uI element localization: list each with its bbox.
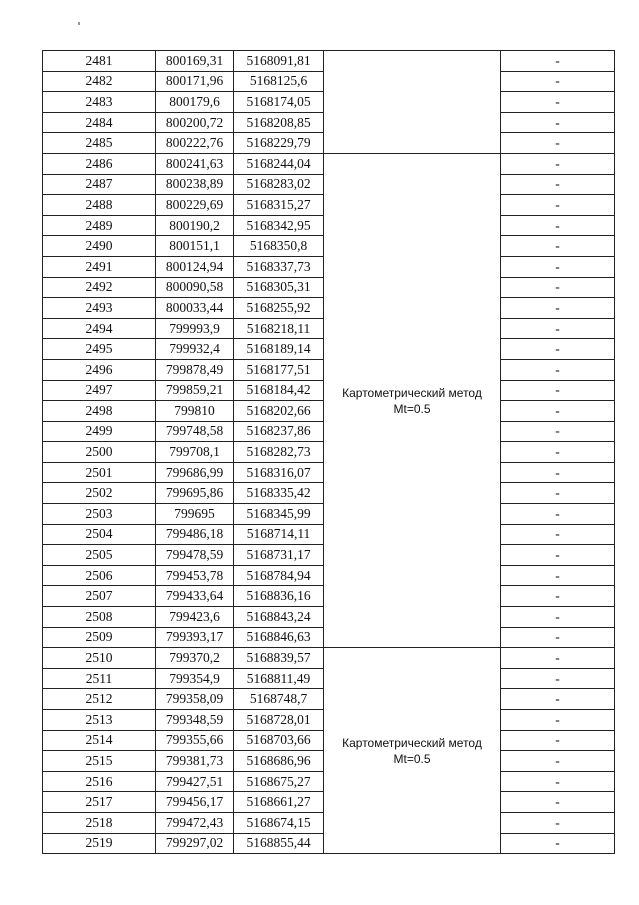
point-number-cell: 2481 — [43, 51, 156, 72]
x-coordinate-cell: 799423,6 — [156, 607, 234, 628]
point-number-cell: 2509 — [43, 627, 156, 648]
point-number-cell: 2513 — [43, 710, 156, 731]
accuracy-label: Mt=0.5 — [393, 751, 431, 766]
table-row — [43, 648, 615, 669]
error-cell: - — [501, 112, 615, 133]
x-coordinate-cell: 800033,44 — [156, 298, 234, 319]
point-number-cell: 2514 — [43, 730, 156, 751]
error-cell: - — [501, 277, 615, 298]
point-number-cell: 2492 — [43, 277, 156, 298]
error-cell: - — [501, 812, 615, 833]
point-number-cell: 2507 — [43, 586, 156, 607]
y-coordinate-cell: 5168237,86 — [234, 421, 324, 442]
error-cell: - — [501, 648, 615, 669]
y-coordinate-cell: 5168728,01 — [234, 710, 324, 731]
x-coordinate-cell: 800090,58 — [156, 277, 234, 298]
x-coordinate-cell: 800179,6 — [156, 92, 234, 113]
error-cell: - — [501, 133, 615, 154]
x-coordinate-cell: 799433,64 — [156, 586, 234, 607]
point-number-cell: 2483 — [43, 92, 156, 113]
point-number-cell: 2494 — [43, 318, 156, 339]
point-number-cell: 2486 — [43, 153, 156, 174]
y-coordinate-cell: 5168731,17 — [234, 545, 324, 566]
error-cell: - — [501, 339, 615, 360]
scan-speck — [78, 22, 80, 25]
accuracy-label: Mt=0.5 — [393, 401, 431, 416]
error-cell: - — [501, 174, 615, 195]
x-coordinate-cell: 799358,09 — [156, 689, 234, 710]
error-cell: - — [501, 71, 615, 92]
error-cell: - — [501, 833, 615, 854]
error-cell: - — [501, 401, 615, 422]
x-coordinate-cell: 799748,58 — [156, 421, 234, 442]
error-cell: - — [501, 586, 615, 607]
y-coordinate-cell: 5168208,85 — [234, 112, 324, 133]
y-coordinate-cell: 5168305,31 — [234, 277, 324, 298]
y-coordinate-cell: 5168811,49 — [234, 668, 324, 689]
x-coordinate-cell: 800151,1 — [156, 236, 234, 257]
coordinates-table — [42, 50, 615, 854]
error-cell: - — [501, 92, 615, 113]
y-coordinate-cell: 5168218,11 — [234, 318, 324, 339]
x-coordinate-cell: 799708,1 — [156, 442, 234, 463]
point-number-cell: 2498 — [43, 401, 156, 422]
y-coordinate-cell: 5168316,07 — [234, 462, 324, 483]
x-coordinate-cell: 799453,78 — [156, 565, 234, 586]
point-number-cell: 2497 — [43, 380, 156, 401]
error-cell: - — [501, 689, 615, 710]
error-cell: - — [501, 298, 615, 319]
point-number-cell: 2482 — [43, 71, 156, 92]
x-coordinate-cell: 799686,99 — [156, 462, 234, 483]
y-coordinate-cell: 5168283,02 — [234, 174, 324, 195]
y-coordinate-cell: 5168282,73 — [234, 442, 324, 463]
point-number-cell: 2493 — [43, 298, 156, 319]
x-coordinate-cell: 799486,18 — [156, 524, 234, 545]
point-number-cell: 2489 — [43, 215, 156, 236]
point-number-cell: 2518 — [43, 812, 156, 833]
error-cell: - — [501, 421, 615, 442]
y-coordinate-cell: 5168125,6 — [234, 71, 324, 92]
table-row — [43, 153, 615, 174]
x-coordinate-cell: 800200,72 — [156, 112, 234, 133]
y-coordinate-cell: 5168184,42 — [234, 380, 324, 401]
error-cell: - — [501, 792, 615, 813]
error-cell: - — [501, 524, 615, 545]
x-coordinate-cell: 800124,94 — [156, 256, 234, 277]
error-cell: - — [501, 256, 615, 277]
point-number-cell: 2503 — [43, 504, 156, 525]
point-number-cell: 2504 — [43, 524, 156, 545]
point-number-cell: 2496 — [43, 359, 156, 380]
x-coordinate-cell: 800190,2 — [156, 215, 234, 236]
point-number-cell: 2501 — [43, 462, 156, 483]
x-coordinate-cell: 800169,31 — [156, 51, 234, 72]
point-number-cell: 2485 — [43, 133, 156, 154]
error-cell: - — [501, 442, 615, 463]
y-coordinate-cell: 5168661,27 — [234, 792, 324, 813]
point-number-cell: 2484 — [43, 112, 156, 133]
error-cell: - — [501, 51, 615, 72]
x-coordinate-cell: 799355,66 — [156, 730, 234, 751]
x-coordinate-cell: 799993,9 — [156, 318, 234, 339]
error-cell: - — [501, 236, 615, 257]
point-number-cell: 2499 — [43, 421, 156, 442]
method-cell — [324, 51, 501, 154]
x-coordinate-cell: 799695 — [156, 504, 234, 525]
point-number-cell: 2516 — [43, 771, 156, 792]
point-number-cell: 2510 — [43, 648, 156, 669]
y-coordinate-cell: 5168839,57 — [234, 648, 324, 669]
point-number-cell: 2500 — [43, 442, 156, 463]
x-coordinate-cell: 800229,69 — [156, 195, 234, 216]
error-cell: - — [501, 318, 615, 339]
x-coordinate-cell: 799393,17 — [156, 627, 234, 648]
y-coordinate-cell: 5168350,8 — [234, 236, 324, 257]
x-coordinate-cell: 799381,73 — [156, 751, 234, 772]
point-number-cell: 2511 — [43, 668, 156, 689]
y-coordinate-cell: 5168748,7 — [234, 689, 324, 710]
point-number-cell: 2508 — [43, 607, 156, 628]
y-coordinate-cell: 5168337,73 — [234, 256, 324, 277]
point-number-cell: 2502 — [43, 483, 156, 504]
x-coordinate-cell: 800171,96 — [156, 71, 234, 92]
error-cell: - — [501, 627, 615, 648]
y-coordinate-cell: 5168229,79 — [234, 133, 324, 154]
x-coordinate-cell: 800241,63 — [156, 153, 234, 174]
coordinates-table-body — [43, 51, 615, 854]
y-coordinate-cell: 5168202,66 — [234, 401, 324, 422]
y-coordinate-cell: 5168345,99 — [234, 504, 324, 525]
y-coordinate-cell: 5168846,63 — [234, 627, 324, 648]
y-coordinate-cell: 5168335,42 — [234, 483, 324, 504]
y-coordinate-cell: 5168177,51 — [234, 359, 324, 380]
error-cell: - — [501, 359, 615, 380]
error-cell: - — [501, 771, 615, 792]
error-cell: - — [501, 668, 615, 689]
y-coordinate-cell: 5168255,92 — [234, 298, 324, 319]
error-cell: - — [501, 462, 615, 483]
y-coordinate-cell: 5168703,66 — [234, 730, 324, 751]
error-cell: - — [501, 710, 615, 731]
y-coordinate-cell: 5168836,16 — [234, 586, 324, 607]
x-coordinate-cell: 799456,17 — [156, 792, 234, 813]
method-cell — [324, 153, 501, 647]
method-cell — [324, 648, 501, 854]
x-coordinate-cell: 799810 — [156, 401, 234, 422]
error-cell: - — [501, 504, 615, 525]
y-coordinate-cell: 5168714,11 — [234, 524, 324, 545]
y-coordinate-cell: 5168189,14 — [234, 339, 324, 360]
y-coordinate-cell: 5168674,15 — [234, 812, 324, 833]
error-cell: - — [501, 380, 615, 401]
error-cell: - — [501, 195, 615, 216]
y-coordinate-cell: 5168843,24 — [234, 607, 324, 628]
table-row — [43, 51, 615, 72]
point-number-cell: 2490 — [43, 236, 156, 257]
point-number-cell: 2517 — [43, 792, 156, 813]
error-cell: - — [501, 153, 615, 174]
x-coordinate-cell: 799932,4 — [156, 339, 234, 360]
y-coordinate-cell: 5168342,95 — [234, 215, 324, 236]
y-coordinate-cell: 5168315,27 — [234, 195, 324, 216]
error-cell: - — [501, 565, 615, 586]
point-number-cell: 2505 — [43, 545, 156, 566]
x-coordinate-cell: 799427,51 — [156, 771, 234, 792]
method-label: Картометрический метод — [342, 735, 482, 750]
x-coordinate-cell: 799695,86 — [156, 483, 234, 504]
error-cell: - — [501, 215, 615, 236]
point-number-cell: 2506 — [43, 565, 156, 586]
point-number-cell: 2488 — [43, 195, 156, 216]
point-number-cell: 2491 — [43, 256, 156, 277]
x-coordinate-cell: 799370,2 — [156, 648, 234, 669]
x-coordinate-cell: 799354,9 — [156, 668, 234, 689]
x-coordinate-cell: 799878,49 — [156, 359, 234, 380]
x-coordinate-cell: 799297,02 — [156, 833, 234, 854]
x-coordinate-cell: 800238,89 — [156, 174, 234, 195]
error-cell: - — [501, 730, 615, 751]
point-number-cell: 2519 — [43, 833, 156, 854]
point-number-cell: 2515 — [43, 751, 156, 772]
point-number-cell: 2512 — [43, 689, 156, 710]
method-label: Картометрический метод — [342, 385, 482, 400]
error-cell: - — [501, 483, 615, 504]
y-coordinate-cell: 5168244,04 — [234, 153, 324, 174]
error-cell: - — [501, 607, 615, 628]
y-coordinate-cell: 5168686,96 — [234, 751, 324, 772]
x-coordinate-cell: 799859,21 — [156, 380, 234, 401]
y-coordinate-cell: 5168174,05 — [234, 92, 324, 113]
point-number-cell: 2495 — [43, 339, 156, 360]
x-coordinate-cell: 799472,43 — [156, 812, 234, 833]
y-coordinate-cell: 5168855,44 — [234, 833, 324, 854]
error-cell: - — [501, 751, 615, 772]
error-cell: - — [501, 545, 615, 566]
point-number-cell: 2487 — [43, 174, 156, 195]
y-coordinate-cell: 5168784,94 — [234, 565, 324, 586]
y-coordinate-cell: 5168091,81 — [234, 51, 324, 72]
x-coordinate-cell: 799478,59 — [156, 545, 234, 566]
x-coordinate-cell: 800222,76 — [156, 133, 234, 154]
x-coordinate-cell: 799348,59 — [156, 710, 234, 731]
y-coordinate-cell: 5168675,27 — [234, 771, 324, 792]
